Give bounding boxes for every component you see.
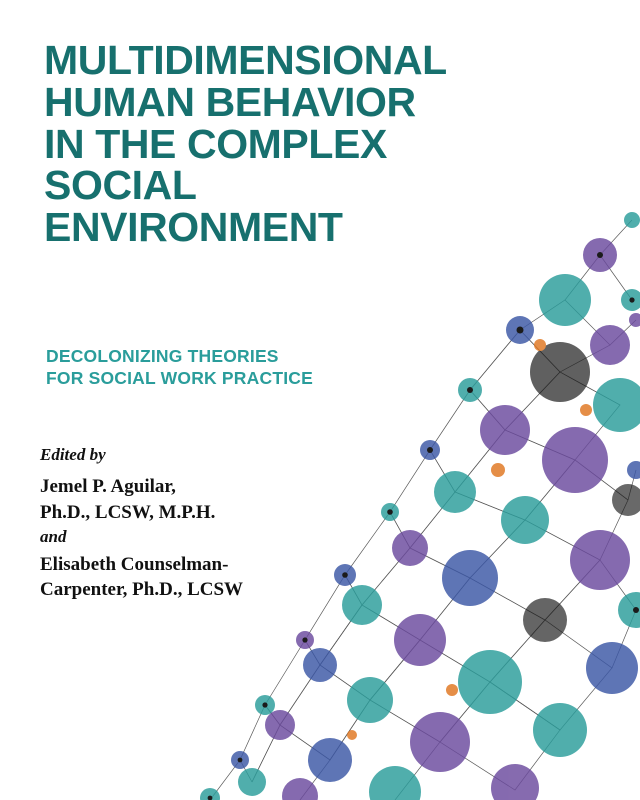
title-line-1: MULTIDIMENSIONAL [44, 37, 447, 83]
edited-by-label: Edited by [40, 445, 106, 464]
subtitle-line-1: DECOLONIZING THEORIES [46, 346, 279, 366]
editor-name-2-line-2: Carpenter, Ph.D., LCSW [40, 579, 244, 601]
editor-conjunction: and [40, 526, 67, 546]
title-line-5: ENVIRONMENT [44, 204, 343, 251]
book-title [44, 37, 584, 251]
subtitle-line-2: FOR SOCIAL WORK PRACTICE [46, 368, 313, 389]
title-line-4: SOCIAL [44, 162, 197, 209]
editor-name-2-line-1: Elisabeth Counselman- [40, 553, 229, 575]
editors-credit [40, 445, 340, 604]
editor-name-1-line-1: Jemel P. Aguilar, [40, 476, 176, 497]
title-line-2: HUMAN BEHAVIOR [44, 78, 416, 125]
editor-name-1-line-2: Ph.D., LCSW, M.P.H. [40, 501, 216, 523]
title-line-3: IN THE COMPLEX [44, 120, 387, 167]
book-subtitle [46, 345, 466, 390]
